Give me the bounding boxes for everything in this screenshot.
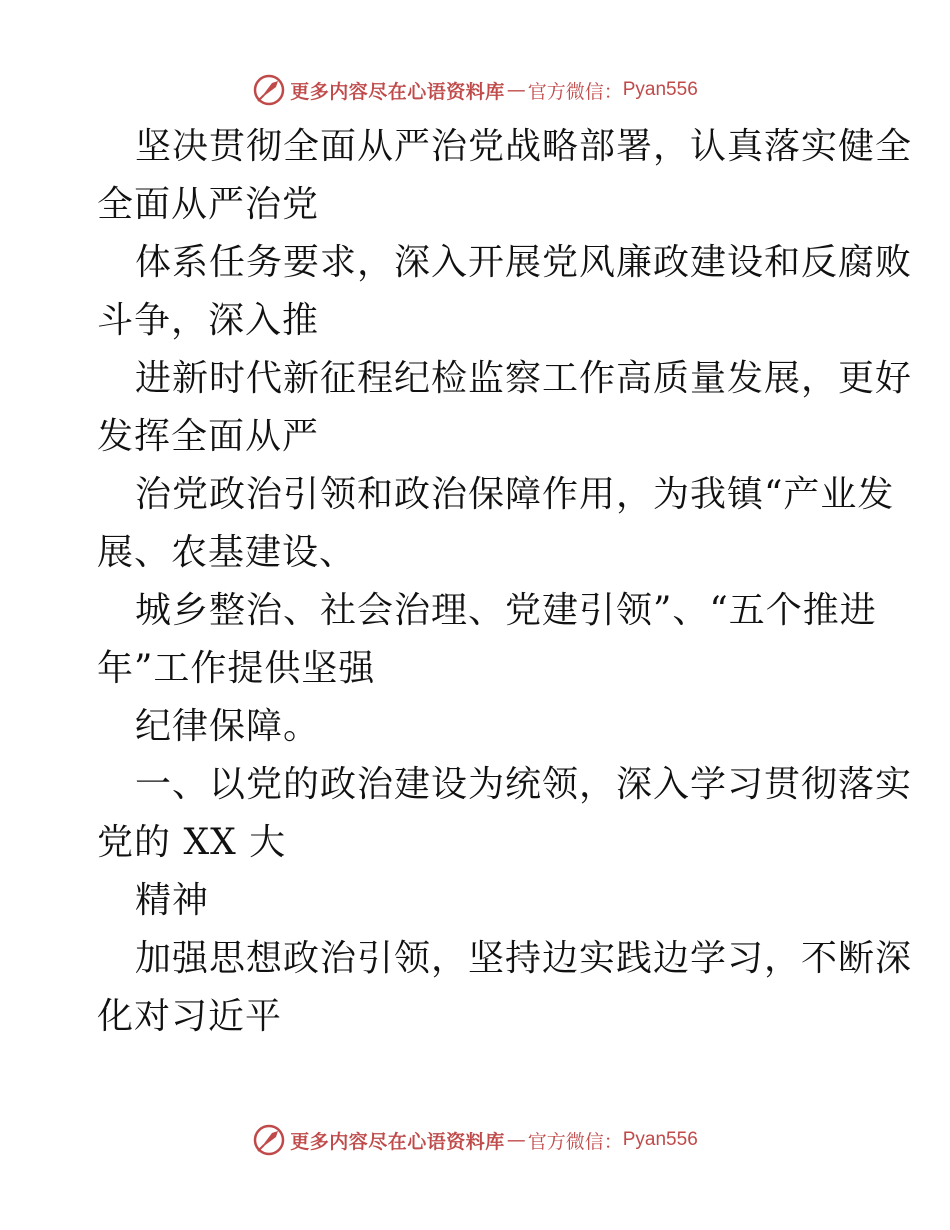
watermark-footer: [0, 1120, 950, 1160]
quill-pen-logo-icon: [252, 1123, 286, 1157]
text-line: 体系任务要求，深入开展党风廉政建设和反腐败: [135, 242, 913, 283]
watermark-main-text: 更多内容尽在心语资料库: [290, 80, 505, 103]
text-line: 发挥全面从严: [97, 416, 320, 457]
text-line: 化对习近平: [97, 996, 283, 1037]
watermark-wechat-id: Pyan556: [622, 1129, 698, 1150]
watermark-sub-text: 官方微信：: [527, 1130, 623, 1153]
text-line: 进新时代新征程纪检监察工作高质量发展，更好: [135, 358, 913, 399]
watermark-dash: —: [506, 79, 526, 101]
text-line: 全面从严治党: [97, 184, 320, 225]
watermark-sub-text: 官方微信：: [527, 80, 623, 103]
text-line: 展、农基建设、: [97, 532, 357, 573]
text-line: 纪律保障。: [135, 706, 321, 747]
text-line: 坚决贯彻全面从严治党战略部署，认真落实健全: [135, 126, 913, 167]
text-line: 党的 XX 大: [97, 822, 287, 863]
quill-pen-logo-icon: [252, 73, 286, 107]
watermark-header: [0, 70, 950, 110]
watermark-wechat-id: Pyan556: [622, 79, 698, 100]
watermark-dash: —: [506, 1129, 526, 1151]
watermark-main-text: 更多内容尽在心语资料库: [290, 1130, 505, 1153]
text-line: 一、以党的政治建设为统领，深入学习贯彻落实: [135, 764, 913, 805]
document-body: [97, 118, 913, 1046]
text-line: 城乡整治、社会治理、党建引领”、“五个推进: [135, 590, 877, 631]
text-line: 斗争，深入推: [97, 300, 320, 341]
text-line: 治党政治引领和政治保障作用，为我镇“产业发: [135, 474, 895, 515]
text-line: 年”工作提供坚强: [97, 648, 376, 689]
text-line: 加强思想政治引领，坚持边实践边学习，不断深: [135, 938, 913, 979]
text-line: 精神: [135, 880, 210, 921]
